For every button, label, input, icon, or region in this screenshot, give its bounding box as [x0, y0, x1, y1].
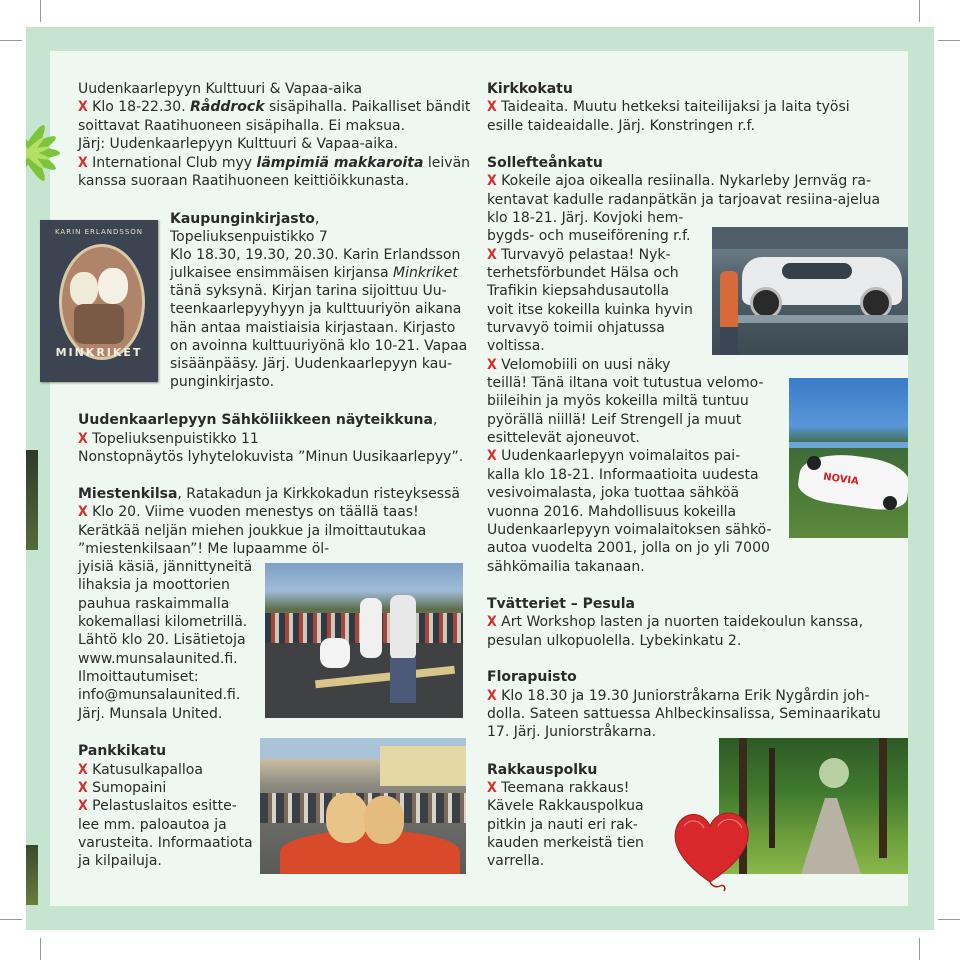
flora-title: Florapuisto — [487, 669, 577, 685]
pankki-bullet: X Pelastuslaitos esitte- — [78, 798, 237, 814]
solle-line: pyörällä niillä! Leif Strengell ja muut — [487, 412, 742, 428]
rakkaus-line: varrella. — [487, 853, 545, 869]
crop-mark — [919, 0, 920, 22]
tvatt-bullet: X Art Workshop lasten ja nuorten taidekoulun kanssa, — [487, 614, 864, 630]
flora-bullet: X Klo 18.30 ja 19.30 Juniorstråkarna Erik Nygårdin joh- — [487, 688, 870, 704]
kirkko-bullet: X Taideaita. Muutu hetkeksi taiteilijaksi ja laita työsi — [487, 99, 850, 115]
miesten-line: lihaksia ja moottorien — [78, 577, 230, 593]
solle-bullet: X Kokeile ajoa oikealla resiinalla. Nykarleby Jernväg ra- — [487, 173, 872, 189]
kirjasto-line: sisäänpääsy. Järj. Uudenkaarlepyyn kau- — [170, 356, 453, 372]
kirjasto-line: teenkaarlepyyhyyn ja kulttuuriyön aikana — [170, 301, 462, 317]
solle-line: turvavyö toimii ohjatussa — [487, 320, 665, 336]
kirjasto-line: Klo 18.30, 19.30, 20.30. Karin Erlandsson — [170, 247, 461, 263]
bullet-x-icon: X — [487, 99, 497, 115]
book-cover-image — [40, 220, 158, 382]
kulttuuri-line: kanssa suoraan Raatihuoneen keittiöikkunasta. — [78, 173, 409, 189]
pankki-line: varusteita. Informaatiota — [78, 835, 253, 851]
solle-line: bygds- och museiförening r.f. — [487, 228, 691, 244]
sahko-bullet: X Topeliuksenpuistikko 11 — [78, 431, 259, 447]
bullet-x-icon: X — [487, 780, 497, 796]
pankki-line: lee mm. paloautoa ja — [78, 817, 227, 833]
solle-line: teillä! Tänä iltana voit tutustua velomo- — [487, 375, 764, 391]
rakkaus-line: Kävele Rakkauspolkua — [487, 798, 644, 814]
sahko-line: Nonstopnäytös lyhytelokuvista ”Minun Uusikaarlepyy”. — [78, 449, 464, 465]
kirkko-title: Kirkkokatu — [487, 81, 573, 97]
miesten-line: www.munsalaunited.fi. — [78, 651, 238, 667]
solle-bullet: X Turvavyö pelastaa! Nyk- — [487, 247, 671, 263]
bullet-x-icon: X — [487, 688, 497, 704]
flower-icon — [26, 108, 66, 198]
bullet-x-icon: X — [78, 431, 88, 447]
kulttuuri-bullet: X Klo 18-22.30. Råddrock sisäpihalla. Paikalliset bändit — [78, 99, 471, 115]
crop-mark — [0, 919, 22, 920]
kirjasto-line: hän antaa maistiaisia kirjastaan. Kirjasto — [170, 320, 456, 336]
edge-photo — [26, 845, 38, 905]
miesten-bullet: X Klo 20. Viime vuoden menestys on täällä taas! — [78, 504, 419, 520]
solle-title: Sollefteånkatu — [487, 155, 603, 171]
kirjasto-line: julkaisee ensimmäisen kirjansa Minkriket — [170, 265, 458, 281]
solle-line: kentavat kadulle radanpätkän ja tarjoavat resiina-ajelua — [487, 192, 881, 208]
pankki-title: Pankkikatu — [78, 743, 167, 759]
crop-mark — [938, 919, 960, 920]
kirkko-line: esille taideaidalle. Järj. Konstringen r.f. — [487, 118, 755, 134]
solle-bullet: X Velomobiili on uusi näky — [487, 357, 671, 373]
bullet-x-icon: X — [78, 99, 88, 115]
bullet-x-icon: X — [78, 155, 88, 171]
crop-mark — [40, 0, 41, 22]
kirjasto-line: tänä syksynä. Kirjan tarina sijoittuu Uu- — [170, 283, 447, 299]
miesten-title: Miestenkilsa, Ratakadun ja Kirkkokadun risteyksessä — [78, 486, 460, 502]
bullet-x-icon: X — [487, 173, 497, 189]
solle-bullet: X Uudenkaarlepyyn voimalaitos pai- — [487, 448, 741, 464]
heart-icon — [668, 802, 754, 892]
miesten-line: Kerätkää neljän miehen joukkue ja ilmoittautukaa — [78, 523, 427, 539]
sahko-title: Uudenkaarlepyyn Sähköliikkeen näyteikkuna, — [78, 412, 438, 428]
solle-line: terhetsförbundet Hälsa och — [487, 265, 679, 281]
solle-line: voit itse kokeilla kuinka hyvin — [487, 302, 693, 318]
sumo-photo — [260, 738, 466, 874]
kulttuuri-line: Uudenkaarlepyyn Kulttuuri & Vapaa-aika — [78, 81, 363, 97]
flora-line: 17. Järj. Juniorstråkarna. — [487, 724, 657, 740]
rakkaus-line: kauden merkeistä tien — [487, 835, 644, 851]
crop-mark — [919, 938, 920, 960]
miesten-line: Lähtö klo 20. Lisätietoja — [78, 632, 246, 648]
rakkaus-line: pitkin ja nauti eri rak- — [487, 817, 638, 833]
crop-mark — [0, 40, 22, 41]
kirjasto-line: punginkirjasto. — [170, 374, 275, 390]
tvatt-title: Tvätteriet – Pesula — [487, 596, 635, 612]
solle-line: klo 18-21. Järj. Kovjoki hem- — [487, 210, 684, 226]
bullet-x-icon: X — [78, 798, 88, 814]
bullet-x-icon: X — [487, 614, 497, 630]
bullet-x-icon: X — [78, 780, 88, 796]
bullet-x-icon: X — [487, 247, 497, 263]
top-band — [26, 27, 934, 51]
crop-mark — [40, 938, 41, 960]
solle-line: autoa vuodelta 2001, jolla on jo yli 7000 — [487, 540, 770, 556]
kulttuuri-bullet: X International Club myy lämpimiä makkaroita leivän — [78, 155, 471, 171]
miesten-line: info@munsalaunited.fi. — [78, 687, 241, 703]
rakkaus-title: Rakkauspolku — [487, 762, 598, 778]
crop-mark — [938, 40, 960, 41]
bullet-x-icon: X — [487, 448, 497, 464]
miesten-line: pauhua raskaimmalla — [78, 596, 230, 612]
solle-line: biileihin ja myös kokeilla miltä tuntuu — [487, 393, 749, 409]
bullet-x-icon: X — [78, 762, 88, 778]
pankki-bullet: X Katusulkapalloa — [78, 762, 203, 778]
book-author: KARIN ERLANDSSON — [54, 228, 144, 236]
velomobile-photo — [789, 378, 908, 538]
solle-line: Trafikin kiepsahdusautolla — [487, 283, 670, 299]
bullet-x-icon: X — [487, 357, 497, 373]
miesten-line: Ilmoittautumiset: — [78, 669, 199, 685]
solle-line: voltissa. — [487, 338, 545, 354]
rollover-car-photo — [712, 227, 908, 355]
kulttuuri-line: soittavat Raatihuoneen sisäpihalla. Ei maksua. — [78, 118, 406, 134]
solle-line: vuonna 2016. Mahdollisuus kokeilla — [487, 504, 737, 520]
kulttuuri-line: Järj: Uudenkaarlepyyn Kulttuuri & Vapaa-aika. — [78, 136, 399, 152]
kirjasto-line: Topeliuksenpuistikko 7 — [170, 229, 328, 245]
flora-line: dolla. Sateen sattuessa Ahlbeckinsalissa, Seminaarikatu — [487, 706, 881, 722]
kirjasto-line: on avoinna kulttuuriyönä klo 10-21. Vapaa — [170, 338, 468, 354]
pankki-line: ja kilpailuja. — [78, 853, 162, 869]
miesten-line: ”miestenkilsaan”! Me lupaamme öl- — [78, 541, 330, 557]
miesten-line: kokemallasi kilometrillä. — [78, 614, 248, 630]
book-title: MINKRIKET — [55, 346, 143, 359]
right-band — [908, 27, 934, 930]
bullet-x-icon: X — [78, 504, 88, 520]
solle-line: Uudenkaarlepyyn voimalaitoksen sähkö- — [487, 522, 772, 538]
miesten-line: jyisiä käsiä, jännittyneitä — [78, 559, 253, 575]
pankki-bullet: X Sumopaini — [78, 780, 167, 796]
bottom-band — [26, 906, 934, 930]
solle-line: kalla klo 18-21. Informaatioita uudesta — [487, 467, 759, 483]
edge-photo — [26, 450, 38, 550]
rakkaus-bullet: X Teemana rakkaus! — [487, 780, 630, 796]
tvatt-line: pesulan ulkopuolella. Lybekinkatu 2. — [487, 633, 742, 649]
miesten-line: Järj. Munsala United. — [78, 706, 223, 722]
solle-line: vesivoimalasta, joka tuottaa sähköä — [487, 485, 740, 501]
kirjasto-title: Kaupunginkirjasto, — [170, 211, 320, 227]
miestenkilsa-photo — [265, 563, 463, 718]
solle-line: sähkömailia takanaan. — [487, 559, 645, 575]
solle-line: esittelevät ajoneuvot. — [487, 430, 640, 446]
velomobile-label: NOVIA — [822, 471, 860, 488]
